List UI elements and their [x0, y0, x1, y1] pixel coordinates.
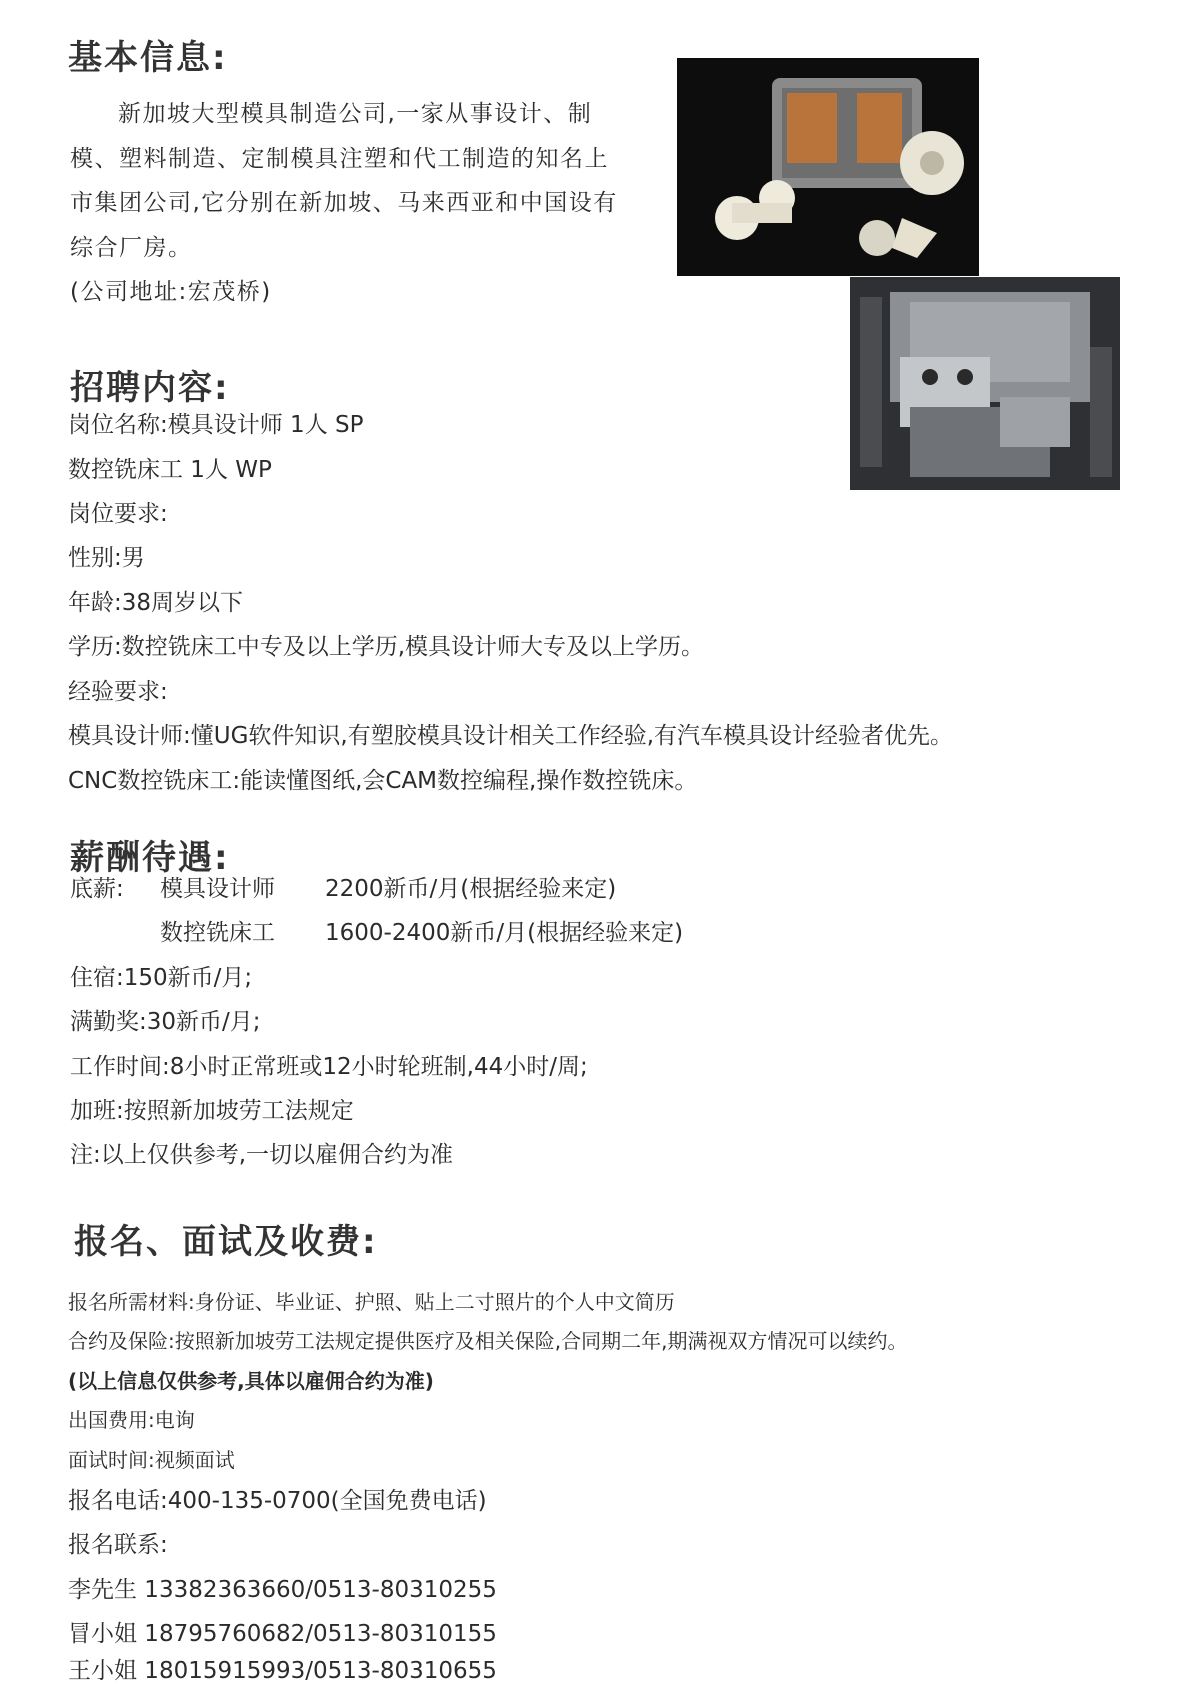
- recruit-heading: 招聘内容:: [70, 368, 230, 408]
- contact-mao: 冒小姐 18795760682/0513-80310155: [68, 1621, 497, 1647]
- overtime: 加班:按照新加坡劳工法规定: [70, 1098, 354, 1124]
- contact-label: 报名联系:: [68, 1532, 168, 1558]
- position-cnc: 数控铣床工 1人 WP: [68, 457, 272, 483]
- mold-photo: [850, 277, 1120, 490]
- interview-time: 面试时间:视频面试: [68, 1448, 235, 1472]
- required-materials: 报名所需材料:身份证、毕业证、护照、贴上二寸照片的个人中文简历: [68, 1290, 675, 1314]
- contract-insurance: 合约及保险:按照新加坡劳工法规定提供医疗及相关保险,合同期二年,期满视双方情况可以续约。: [68, 1329, 908, 1353]
- cnc-experience: CNC数控铣床工:能读懂图纸,会CAM数控编程,操作数控铣床。: [68, 768, 698, 794]
- apply-heading: 报名、面试及收费:: [74, 1222, 378, 1262]
- designer-pay: 2200新币/月(根据经验来定): [325, 876, 617, 902]
- requirements-label: 岗位要求:: [68, 501, 168, 527]
- motor-gear-photo: [677, 58, 979, 276]
- cnc-pay: 1600-2400新币/月(根据经验来定): [325, 920, 684, 946]
- designer-role: 模具设计师: [160, 876, 275, 902]
- signup-phone: 报名电话:400-135-0700(全国免费电话): [68, 1488, 487, 1514]
- gender-requirement: 性别:男: [68, 545, 145, 571]
- experience-label: 经验要求:: [68, 679, 168, 705]
- basic-info-heading: 基本信息:: [68, 38, 228, 78]
- position-designer: 岗位名称:模具设计师 1人 SP: [68, 412, 364, 438]
- salary-note: 注:以上仅供参考,一切以雇佣合约为准: [70, 1142, 454, 1168]
- housing: 住宿:150新币/月;: [70, 965, 253, 991]
- base-salary-label: 底薪:: [70, 876, 124, 902]
- company-intro: [70, 92, 630, 315]
- disclaimer: (以上信息仅供参考,具体以雇佣合约为准): [68, 1369, 434, 1393]
- attendance-bonus: 满勤奖:30新币/月;: [70, 1009, 261, 1035]
- company-address: (公司地址:宏茂桥): [70, 279, 272, 305]
- intro-text: 新加坡大型模具制造公司,一家从事设计、制模、塑料制造、定制模具注塑和代工制造的知名上市集团公司,它分别在新加坡、马来西亚和中国设有综合厂房。: [70, 101, 618, 261]
- contact-li: 李先生 13382363660/0513-80310255: [68, 1577, 497, 1603]
- age-requirement: 年龄:38周岁以下: [68, 590, 244, 616]
- contact-wang: 王小姐 18015915993/0513-80310655: [68, 1658, 497, 1684]
- salary-heading: 薪酬待遇:: [70, 838, 230, 878]
- working-hours: 工作时间:8小时正常班或12小时轮班制,44小时/周;: [70, 1054, 588, 1080]
- travel-fee: 出国费用:电询: [68, 1408, 195, 1432]
- education-requirement: 学历:数控铣床工中专及以上学历,模具设计师大专及以上学历。: [68, 634, 705, 660]
- designer-experience: 模具设计师:懂UG软件知识,有塑胶模具设计相关工作经验,有汽车模具设计经验者优先。: [68, 723, 954, 749]
- cnc-role: 数控铣床工: [160, 920, 275, 946]
